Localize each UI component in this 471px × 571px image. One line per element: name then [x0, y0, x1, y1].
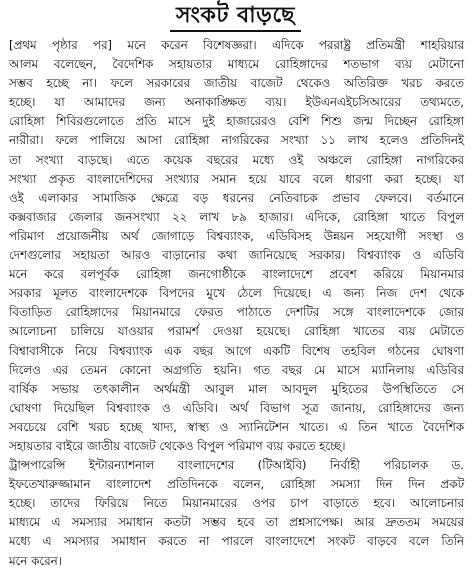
- article-line: হচ্ছে। যা আমাদের জন্য অনাকাঙ্ক্ষিত ব্যয়। ইউএনএইচসিআরের তথ্যমতে,: [9, 95, 464, 110]
- article-line: ওই এলাকার সামাজিক ক্ষেত্রে বড় ধরনের নেতিবাচক প্রভাব ফেলবে। বর্তমানে: [9, 190, 464, 205]
- article-line: দিলেও এর তেমন কোনো অগ্রগতি হয়নি। গত বছর মে মাসে ম্যানিলায় এডিবির: [9, 362, 464, 377]
- article-line: [প্রথম পৃষ্ঠার পর] মনে করেন বিশেষজ্ঞরা। এদিকে পররাষ্ট্র প্রতিমন্ত্রী শাহরিয়ার: [9, 38, 464, 52]
- article-line: বার্ষিক সভায় তৎকালীন অর্থমন্ত্রী আবুল মাল আবদুল মুহিতের উপস্থিতিতে সে: [9, 381, 464, 396]
- article-line: ট্রান্সপারেন্সি ইন্টারন্যাশনাল বাংলাদেশের (টিআইবি) নির্বাহী পরিচালক ড.: [9, 458, 464, 473]
- article-line: সহায়তার বাইরে জাতীয় বাজেট থেকেও বিপুল পরিমাণ ব্যয় করতে হচ্ছে।: [9, 438, 346, 453]
- article-line: মনে করেন।: [9, 553, 62, 568]
- article-line: সম্ভব হচ্ছে না। ফলে সরকারের জাতীয় বাজেট থেকেও অতিরিক্ত খরচ করতে: [9, 76, 464, 91]
- article-line: কক্সবাজার জেলার জনসংখ্যা ২২ লাখ ৮৯ হাজার। এদিকে, রোহিঙ্গা খাতে বিপুল: [9, 209, 464, 224]
- article-line: মাধ্যমে এ সমস্যার সমাধান কতটা সম্ভব হবে তা প্রশ্নসাপেক্ষ। আর দ্রুততম সময়ের: [9, 515, 464, 530]
- article-line: সরকার মূলত বাংলাদেশকে বিপদের মুখে ঠেলে দিয়েছে। এ জন্য নিজ দেশ থেকে: [9, 286, 464, 301]
- article-line: সবচেয়ে বেশি খরচ হচ্ছে খাদ্য, স্বাস্থ্য ও স্যানিটেশন খাতে। এ তিন খাতে বৈদেশিক: [9, 419, 464, 434]
- article-body: [9, 36, 464, 568]
- article-line: রোহিঙ্গা শিবিরগুলোতে প্রতি মাসে দুই হাজারেরও বেশি শিশু জন্ম দিচ্ছেন রোহিঙ্গা: [9, 114, 464, 129]
- article-line: মধ্যে এ সমস্যার সমাধান করতে না পারলে বাংলাদেশে সংকট বাড়বে বলে তিনি: [9, 534, 464, 549]
- article-line: বিশ্বাবাসীকে নিয়ে বিশ্বব্যাংক এক বছর আগে একটি বিশেষ তহবিল গঠনের ঘোষণা: [9, 343, 464, 358]
- article-line: পরিমাণ প্রয়োজনীয় অর্থ জোগাড়ে বিশ্বব্যাংক, এডিবিসহ উন্নয়ন সহযোগী সংস্থা ও: [9, 228, 464, 243]
- article-line: ইফতেখারুজ্জামান বাংলাদেশ প্রতিদিনকে বলেন, রোহিঙ্গা সমস্যা দিন দিন প্রকট: [9, 477, 464, 492]
- article-line: দেশগুলোর সহায়তা আরও বাড়ানোর কথা জানিয়েছে সরকার। বিশ্বব্যাংক ও এডিবি: [9, 248, 464, 263]
- headline-container: [0, 2, 471, 32]
- headline: সংকট বাড়ছে: [170, 2, 301, 32]
- article-line: মনে করে বলপূর্বক রোহিঙ্গা জনগোষ্ঠীকে বাংলাদেশে প্রবেশ করিয়ে মিয়ানমার: [9, 267, 464, 282]
- article-line: আলোচনা চালিয়ে যাওয়ার পরামর্শ দেওয়া হয়েছে। রোহিঙ্গা খাতের ব্যয় মেটাতে: [9, 324, 464, 339]
- article-line: ঘোষণা দিয়েছিল বিশ্বব্যাংক ও এডিবি। অর্থ বিভাগ সূত্র জানায়, রোহিঙ্গাদের জন্য: [9, 400, 464, 415]
- article-line: হচ্ছে। তাদের ফিরিয়ে নিতে মিয়ানমারের ওপর চাপ বাড়াতে হবে। আলোচনার: [9, 496, 464, 511]
- article-line: আলম বলেছেন, বৈদেশিক সহায়তার মাধ্যমে রোহিঙ্গাদের শতভাগ ব্যয় মেটানো: [9, 57, 464, 72]
- article-line: সংখ্যা প্রকৃত বাংলাদেশিদের সংখ্যার সমান হয়ে যাবে বলে ধারণা করা হচ্ছে। যা: [9, 171, 464, 186]
- article-line: নারীরা। ফলে পালিয়ে আসা রোহিঙ্গা নাগরিকের সংখ্যা ১১ লাখ হলেও প্রতিদিনই: [9, 133, 464, 148]
- article-line: বিতাড়িত রোহিঙ্গাদের মিয়ানমারে ফেরত পাঠাতে দেশটির সঙ্গে বাংলাদেশকে জোর: [9, 305, 464, 320]
- article-line: তা সংখ্যা বাড়ছে। এতে কয়েক বছরের মধ্যে ওই অঞ্চলে রোহিঙ্গা নাগরিকের: [9, 152, 464, 167]
